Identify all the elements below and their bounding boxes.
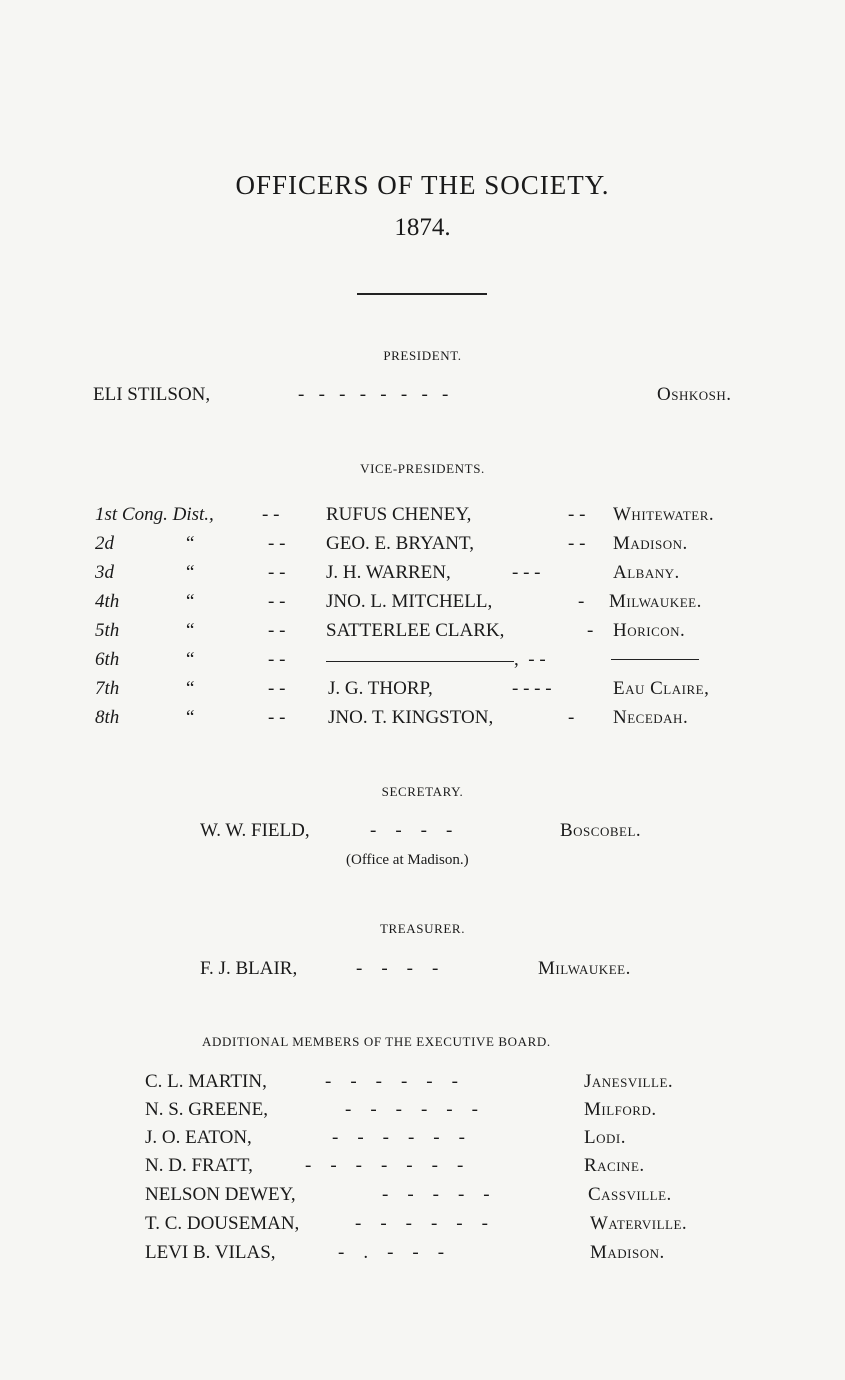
vp-ditto: “ bbox=[186, 620, 195, 641]
vp-dashes-left: - - bbox=[262, 504, 280, 525]
vp-dashes-right: - - bbox=[568, 504, 586, 525]
vp-dashes-right: - bbox=[568, 707, 575, 728]
title-divider bbox=[357, 293, 487, 295]
secretary-place: Boscobel. bbox=[560, 820, 642, 841]
vp-ditto: “ bbox=[186, 649, 195, 670]
board-member-dashes: - - - - - - bbox=[345, 1099, 478, 1120]
board-member-dashes: - - - - - - bbox=[332, 1127, 465, 1148]
vp-place: Whitewater. bbox=[613, 504, 715, 525]
vp-place: Horicon. bbox=[613, 620, 686, 641]
treasurer-dashes: - - - - bbox=[356, 958, 439, 979]
vp-name: JNO. L. MITCHELL, bbox=[326, 591, 493, 612]
vp-place: Eau Claire, bbox=[613, 678, 710, 699]
vp-place: Milwaukee. bbox=[609, 591, 702, 612]
vp-district: 1st Cong. Dist., bbox=[95, 504, 214, 525]
board-member-place: Janesville. bbox=[584, 1071, 674, 1092]
vp-district: 6th bbox=[95, 649, 120, 670]
treasurer-name: F. J. BLAIR, bbox=[200, 958, 298, 979]
board-member-place: Racine. bbox=[584, 1155, 645, 1176]
vp-district: 2d bbox=[95, 533, 114, 554]
board-member-place: Cassville. bbox=[588, 1184, 672, 1205]
board-member-dashes: - - - - - - bbox=[325, 1071, 458, 1092]
page-title: OFFICERS OF THE SOCIETY. bbox=[235, 170, 610, 200]
vp-dashes-right: - bbox=[578, 591, 585, 612]
vp-district: 7th bbox=[95, 678, 120, 699]
vp-ditto: “ bbox=[186, 562, 195, 583]
vp-ditto: “ bbox=[186, 591, 195, 612]
vp-name: JNO. T. KINGSTON, bbox=[328, 707, 494, 728]
vp-dashes-left: - - bbox=[268, 562, 286, 583]
president-heading: PRESIDENT. bbox=[383, 348, 462, 363]
president-place: Oshkosh. bbox=[657, 384, 732, 405]
vp-name: RUFUS CHENEY, bbox=[326, 504, 472, 525]
vp-name: J. G. THORP, bbox=[328, 678, 433, 699]
treasurer-heading: TREASURER. bbox=[379, 921, 466, 936]
vp-ditto: “ bbox=[186, 707, 195, 728]
board-member-place: Milford. bbox=[584, 1099, 657, 1120]
board-member-name: C. L. MARTIN, bbox=[145, 1071, 267, 1092]
vp-dashes-right: - - - - bbox=[512, 678, 552, 699]
board-member-dashes: - . - - - bbox=[338, 1242, 445, 1263]
president-dashes: - - - - - - - - bbox=[298, 384, 449, 405]
vp-name-blank-line bbox=[326, 661, 514, 662]
vp-dashes-left: - - bbox=[268, 620, 286, 641]
vp-dashes-right: - - bbox=[568, 533, 586, 554]
board-member-place: Lodi. bbox=[584, 1127, 626, 1148]
secretary-note: (Office at Madison.) bbox=[346, 852, 469, 868]
executive-board-heading: ADDITIONAL MEMBERS OF THE EXECUTIVE BOARD. bbox=[202, 1034, 551, 1049]
vp-dashes-left: - - bbox=[268, 649, 286, 670]
board-member-name: N. D. FRATT, bbox=[145, 1155, 253, 1176]
vp-name: SATTERLEE CLARK, bbox=[326, 620, 505, 641]
treasurer-place: Milwaukee. bbox=[538, 958, 631, 979]
secretary-name: W. W. FIELD, bbox=[200, 820, 310, 841]
secretary-heading: SECRETARY. bbox=[381, 784, 464, 799]
board-member-name: N. S. GREENE, bbox=[145, 1099, 268, 1120]
board-member-name: J. O. EATON, bbox=[145, 1127, 252, 1148]
vp-dashes-right: - bbox=[587, 620, 594, 641]
board-member-name: T. C. DOUSEMAN, bbox=[145, 1213, 300, 1234]
vp-place: Madison. bbox=[613, 533, 688, 554]
vp-dashes-right: - - - bbox=[512, 562, 541, 583]
vp-place-blank-line bbox=[611, 659, 699, 660]
secretary-dashes: - - - - bbox=[370, 820, 453, 841]
vp-ditto: “ bbox=[186, 533, 195, 554]
vp-place: Necedah. bbox=[613, 707, 689, 728]
page-year: 1874. bbox=[394, 214, 451, 241]
vp-ditto: “ bbox=[186, 678, 195, 699]
board-member-name: LEVI B. VILAS, bbox=[145, 1242, 276, 1263]
vp-dashes-left: - - bbox=[268, 678, 286, 699]
board-member-dashes: - - - - - - bbox=[355, 1213, 488, 1234]
vp-dashes-left: - - bbox=[268, 533, 286, 554]
board-member-place: Waterville. bbox=[590, 1213, 688, 1234]
president-name: ELI STILSON, bbox=[93, 384, 211, 405]
vp-dashes-left: - - bbox=[268, 707, 286, 728]
vp-name: GEO. E. BRYANT, bbox=[326, 533, 474, 554]
board-member-dashes: - - - - - - - bbox=[305, 1155, 464, 1176]
vp-name: J. H. WARREN, bbox=[326, 562, 451, 583]
vp-district: 4th bbox=[95, 591, 120, 612]
board-member-place: Madison. bbox=[590, 1242, 665, 1263]
vp-place: Albany. bbox=[613, 562, 680, 583]
vp-dashes-left: - - bbox=[268, 591, 286, 612]
vp-district: 3d bbox=[95, 562, 114, 583]
vp-district: 8th bbox=[95, 707, 120, 728]
vice-presidents-heading: VICE-PRESIDENTS. bbox=[360, 461, 485, 476]
vp-dashes-right: , - - bbox=[514, 649, 546, 670]
board-member-name: NELSON DEWEY, bbox=[145, 1184, 296, 1205]
vp-district: 5th bbox=[95, 620, 120, 641]
board-member-dashes: - - - - - bbox=[382, 1184, 490, 1205]
